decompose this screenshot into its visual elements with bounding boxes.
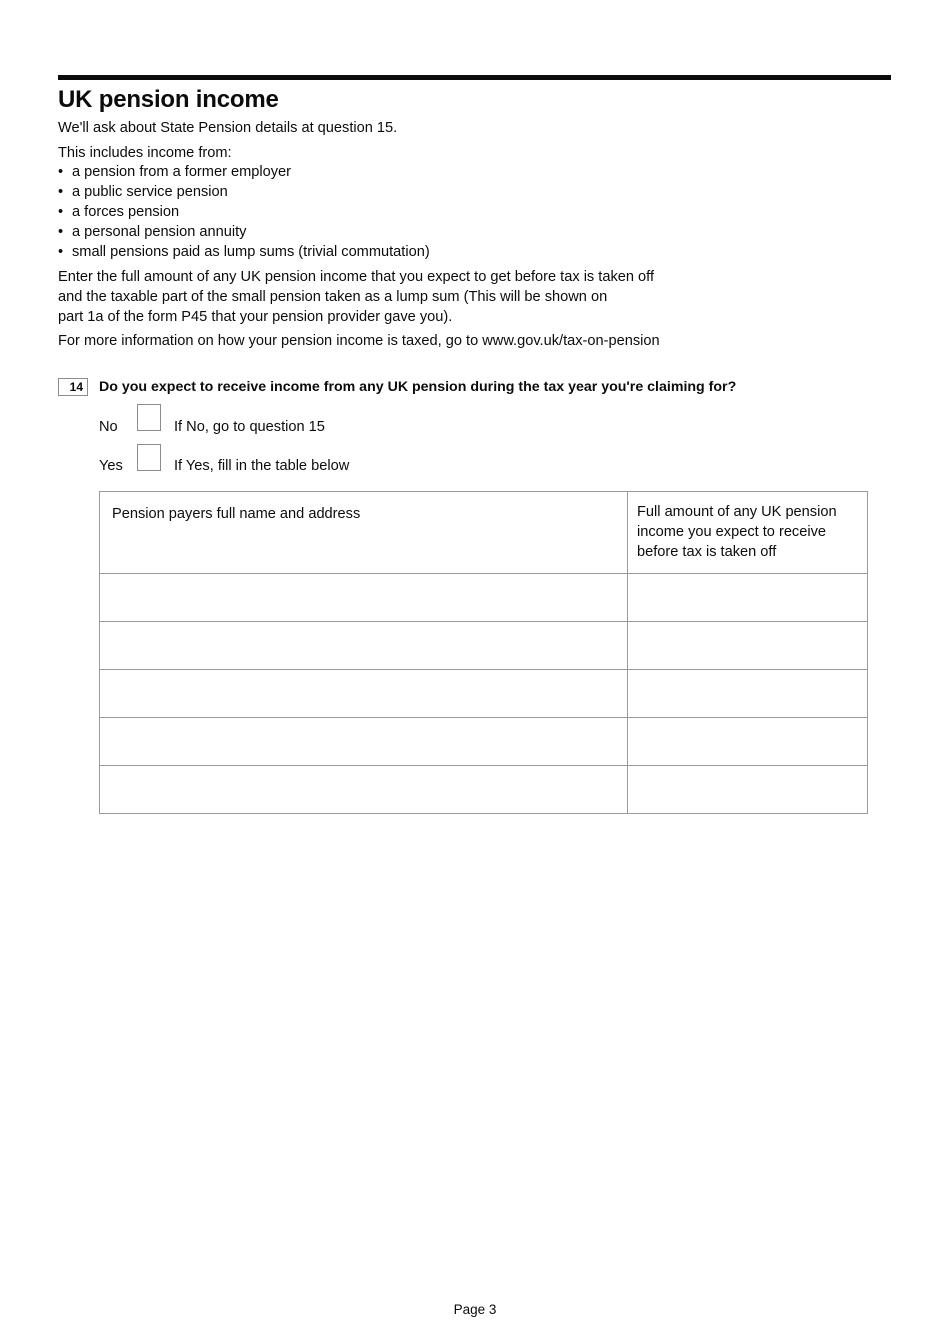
includes-intro: This includes income from: (58, 145, 232, 161)
instruction-line-3: part 1a of the form P45 that your pension provider gave you). (58, 309, 453, 325)
option-no-checkbox[interactable] (137, 404, 161, 431)
pension-amount-input[interactable] (628, 766, 867, 813)
option-yes-checkbox[interactable] (137, 444, 161, 471)
more-info-text: For more information on how your pension income is taxed, go to www.gov.uk/tax-on-pension (58, 333, 660, 349)
list-item: • a forces pension (58, 202, 430, 222)
option-no-note: If No, go to question 15 (174, 419, 325, 435)
header-payer-name-address: Pension payers full name and address (100, 492, 628, 573)
list-item: • a personal pension annuity (58, 222, 430, 242)
option-yes-label: Yes (99, 458, 123, 474)
pension-amount-input[interactable] (628, 574, 867, 621)
table-row (100, 717, 867, 765)
payer-name-address-input[interactable] (100, 670, 628, 717)
question-number-box: 14 (58, 378, 88, 396)
option-no-label: No (99, 419, 118, 435)
option-yes-note: If Yes, fill in the table below (174, 458, 350, 474)
table-row (100, 621, 867, 669)
list-item: • small pensions paid as lump sums (trivial commutation) (58, 242, 430, 262)
income-sources-list (58, 162, 430, 262)
list-item: • a public service pension (58, 182, 430, 202)
header-amount: Full amount of any UK pension income you expect to receive before tax is taken off (637, 504, 837, 560)
pension-amount-input[interactable] (628, 670, 867, 717)
payer-name-address-input[interactable] (100, 718, 628, 765)
table-header-row (100, 492, 867, 573)
payer-name-address-input[interactable] (100, 574, 628, 621)
section-top-rule (58, 75, 891, 80)
page-number: Page 3 (453, 1302, 497, 1317)
section-title: UK pension income (58, 86, 279, 113)
pension-amount-input[interactable] (628, 718, 867, 765)
instruction-line-1: Enter the full amount of any UK pension income that you expect to get before tax is taken off (58, 269, 654, 285)
list-item: • a pension from a former employer (58, 162, 430, 182)
table-row (100, 765, 867, 813)
pension-payers-table (99, 491, 868, 814)
payer-name-address-input[interactable] (100, 766, 628, 813)
table-row (100, 573, 867, 621)
instruction-line-2: and the taxable part of the small pension taken as a lump sum (This will be shown on (58, 289, 608, 305)
question-text: Do you expect to receive income from any UK pension during the tax year you're claiming for? (99, 379, 737, 395)
payer-name-address-input[interactable] (100, 622, 628, 669)
pension-amount-input[interactable] (628, 622, 867, 669)
table-row (100, 669, 867, 717)
state-pension-note: We'll ask about State Pension details at question 15. (58, 120, 398, 136)
